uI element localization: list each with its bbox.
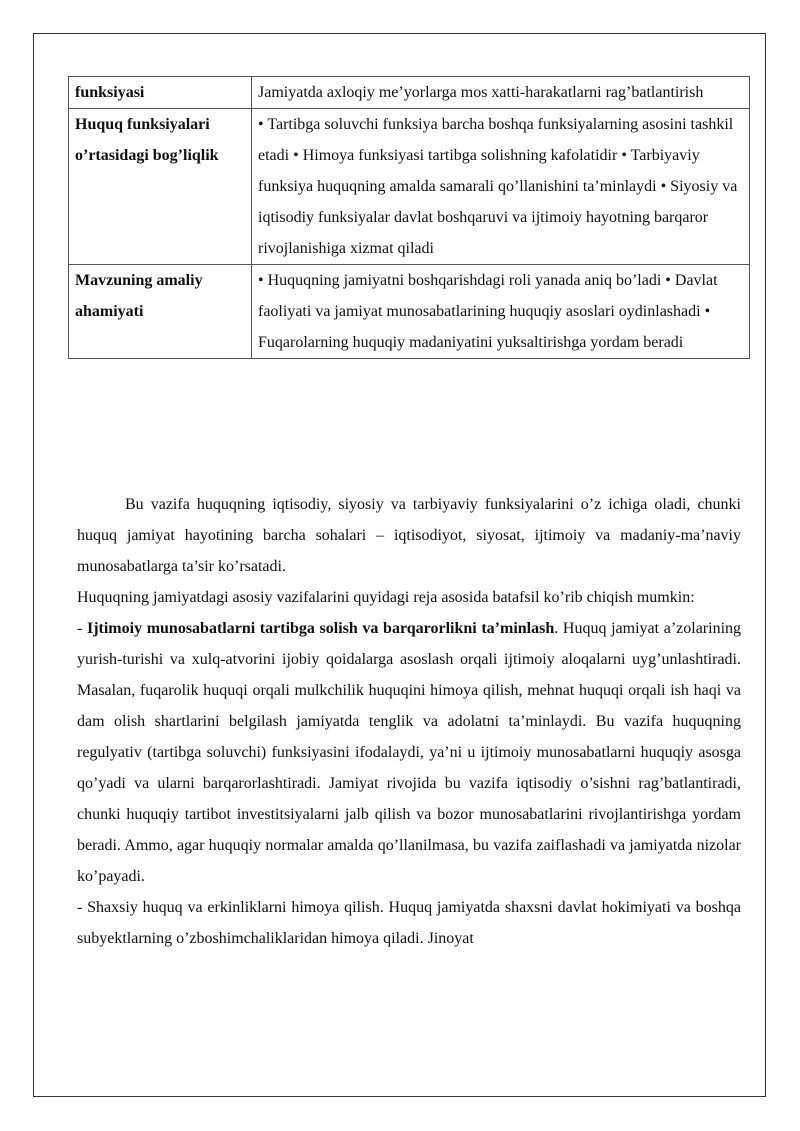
row-heading: funksiyasi bbox=[69, 77, 252, 109]
list-item-social-relations bbox=[77, 613, 741, 892]
item-text: . Huquq jamiyat a’zolarining yurish-turishi va xulq-atvorini ijobiy qoidalarga asoslash orqali ijtimoiy aloqalarni uyg’unlashtiradi. Masalan, fuqarolik huquqi orqali mulkchilik huquqini himoya qilish, mehnat huquqi orqali ish haqi va dam olish shartlarini belgilash jamiyatda tenglik va adolatni ta’minlaydi. Bu vazifa huquqning regulyativ (tartibga soluvchi) funksiyasini ifodalaydi, ya’ni u ijtimoiy munosabatlarni huquqiy asosga qo’yadi va ularni barqarorlashtiradi. Jamiyat rivojida bu vazifa iqtisodiy o’sishni rag’batlantiradi, chunki huquqiy tartibot investitsiyalarni jalb qilish va bozor munosabatlarini rivojlantirishga yordam beradi. Ammo, agar huquqiy normalar amalda qo’llanilmasa, bu vazifa zaiflashadi va jamiyatda nizolar ko’payadi. bbox=[77, 620, 742, 885]
item-dash: - bbox=[77, 620, 87, 637]
table-row bbox=[69, 109, 750, 265]
row-content: Jamiyatda axloqiy me’yorlarga mos xatti-harakatlarni rag’batlantirish bbox=[252, 77, 750, 109]
row-content: • Huquqning jamiyatni boshqarishdagi roli yanada aniq bo’ladi • Davlat faoliyati va jamiyat munosabatlarining huquqiy asoslari oydinlashadi • Fuqarolarning huquqiy madaniyatini yuksaltirishga yordam beradi bbox=[252, 265, 750, 359]
paragraph-plan: Huquqning jamiyatdagi asosiy vazifalarini quyidagi reja asosida batafsil ko’rib chiqish mumkin: bbox=[77, 589, 695, 606]
body-text bbox=[77, 489, 741, 954]
paragraph-intro: Bu vazifa huquqning iqtisodiy, siyosiy va tarbiyaviy funksiyalarini o’z ichiga oladi, chunki huquq jamiyat hayotining barcha sohalari – iqtisodiyot, siyosat, ijtimoiy va madaniy-ma’naviy munosabatlarga ta’sir ko’rsatadi. bbox=[77, 496, 741, 575]
row-heading: Mavzuning amaliy ahamiyati bbox=[69, 265, 252, 359]
table-row bbox=[69, 265, 750, 359]
row-heading: Huquq funksiyalari o’rtasidagi bog’liqlik bbox=[69, 109, 252, 265]
list-item-personal-rights: - Shaxsiy huquq va erkinliklarni himoya qilish. Huquq jamiyatda shaxsni davlat hokimiyati va boshqa subyektlarning o’zboshimchaliklaridan himoya qiladi. Jinoyat bbox=[77, 899, 741, 947]
item-title: Ijtimoiy munosabatlarni tartibga solish va barqarorlikni ta’minlash bbox=[86, 620, 555, 637]
info-table bbox=[68, 76, 750, 359]
row-content: • Tartibga soluvchi funksiya barcha boshqa funksiyalarning asosini tashkil etadi • Himoya funksiyasi tartibga solishning kafolatidir • Tarbiyaviy funksiya huquqning amalda samarali qo’llanishini ta’minlaydi • Siyosiy va iqtisodiy funksiyalar davlat boshqaruvi va ijtimoiy hayotning barqaror rivojlanishiga xizmat qiladi bbox=[252, 109, 750, 265]
table-row bbox=[69, 77, 750, 109]
